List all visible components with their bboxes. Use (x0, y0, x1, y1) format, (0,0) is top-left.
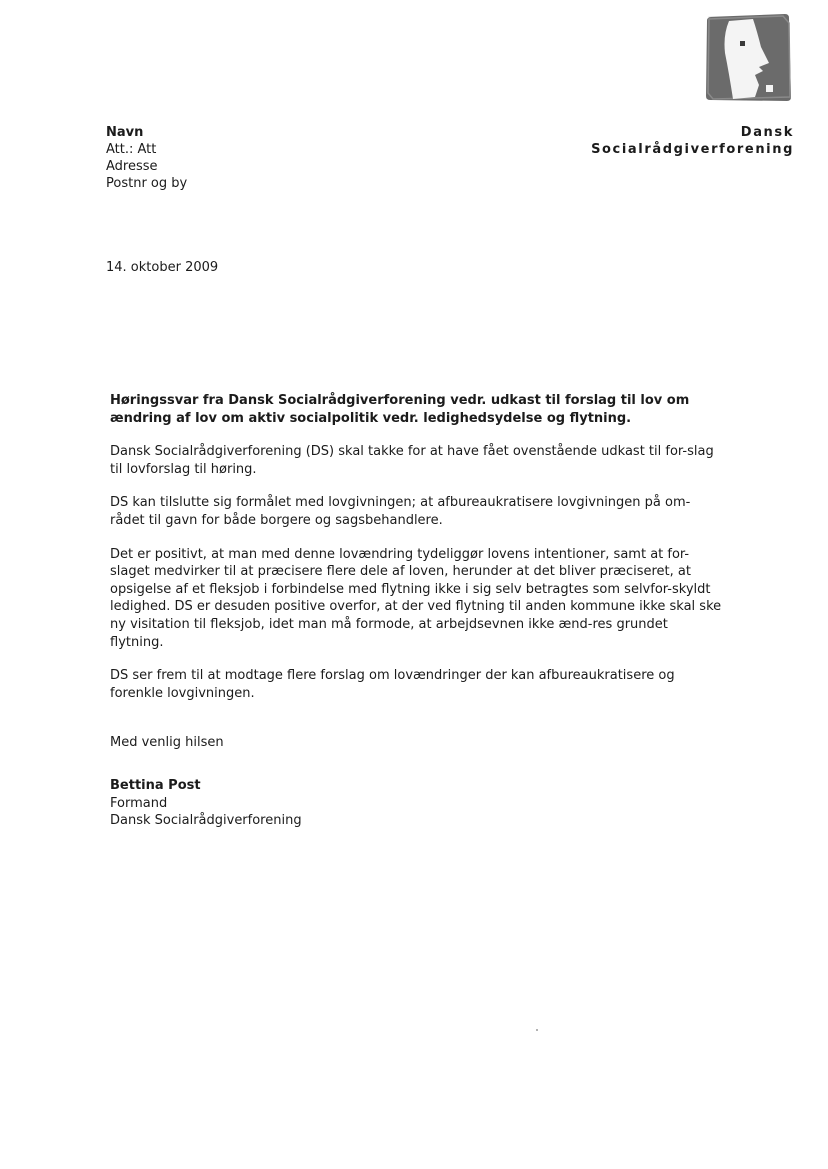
head-profile-logo-icon (705, 13, 792, 102)
signature-block (110, 777, 722, 830)
scan-speck (536, 1029, 538, 1031)
letter-body (110, 392, 722, 830)
body-paragraph: Det er positivt, at man med denne lovændring tydeliggør lovens intentioner, samt at for-slaget medvirker til at præcisere flere dele af loven, herunder at det bliver præciseret, at opsigelse af et fleksjob i forbindelse med flytning ikke i sig selv betragtes som selvfor-skyldt ledighed. DS er desuden positive overfor, at der ved flytning til anden kommune ikke skal ske ny visitation til fleksjob, idet man må formode, at arbejdsevnen ikke ænd-res grundet flytning. (110, 546, 722, 650)
body-paragraph: DS kan tilslutte sig formålet med lovgivningen; at afbureaukratisere lovgivningen på om-rådet til gavn for både borgere og sagsbehandlere. (110, 495, 691, 528)
recipient-address: Adresse (106, 159, 158, 174)
recipient-postal: Postnr og by (106, 176, 188, 191)
body-paragraph: DS ser frem til at modtage flere forslag om lovændringer der kan afbureaukratisere og forenkle lovgivningen. (110, 668, 675, 701)
letter-subject: Høringssvar fra Dansk Socialrådgiverforening vedr. udkast til forslag til lov om ændring af lov om aktiv socialpolitik vedr. ledighedsydelse og flytning. (110, 393, 690, 426)
recipient-name: Navn (106, 125, 144, 140)
signer-title: Formand (110, 795, 168, 811)
recipient-att: Att.: Att (106, 142, 157, 157)
letter-date: 14. oktober 2009 (106, 260, 219, 275)
recipient-address-block (106, 124, 187, 192)
sender-line-1: Dansk (740, 125, 794, 140)
sender-header (591, 124, 794, 158)
signer-organization: Dansk Socialrådgiverforening (110, 813, 302, 829)
signer-name: Bettina Post (110, 777, 201, 793)
sender-line-2: Socialrådgiverforening (591, 142, 794, 157)
body-paragraph: Dansk Socialrådgiverforening (DS) skal takke for at have fået ovenstående udkast til for-slag til lovforslag til høring. (110, 444, 714, 477)
closing-greeting: Med venlig hilsen (110, 735, 224, 751)
